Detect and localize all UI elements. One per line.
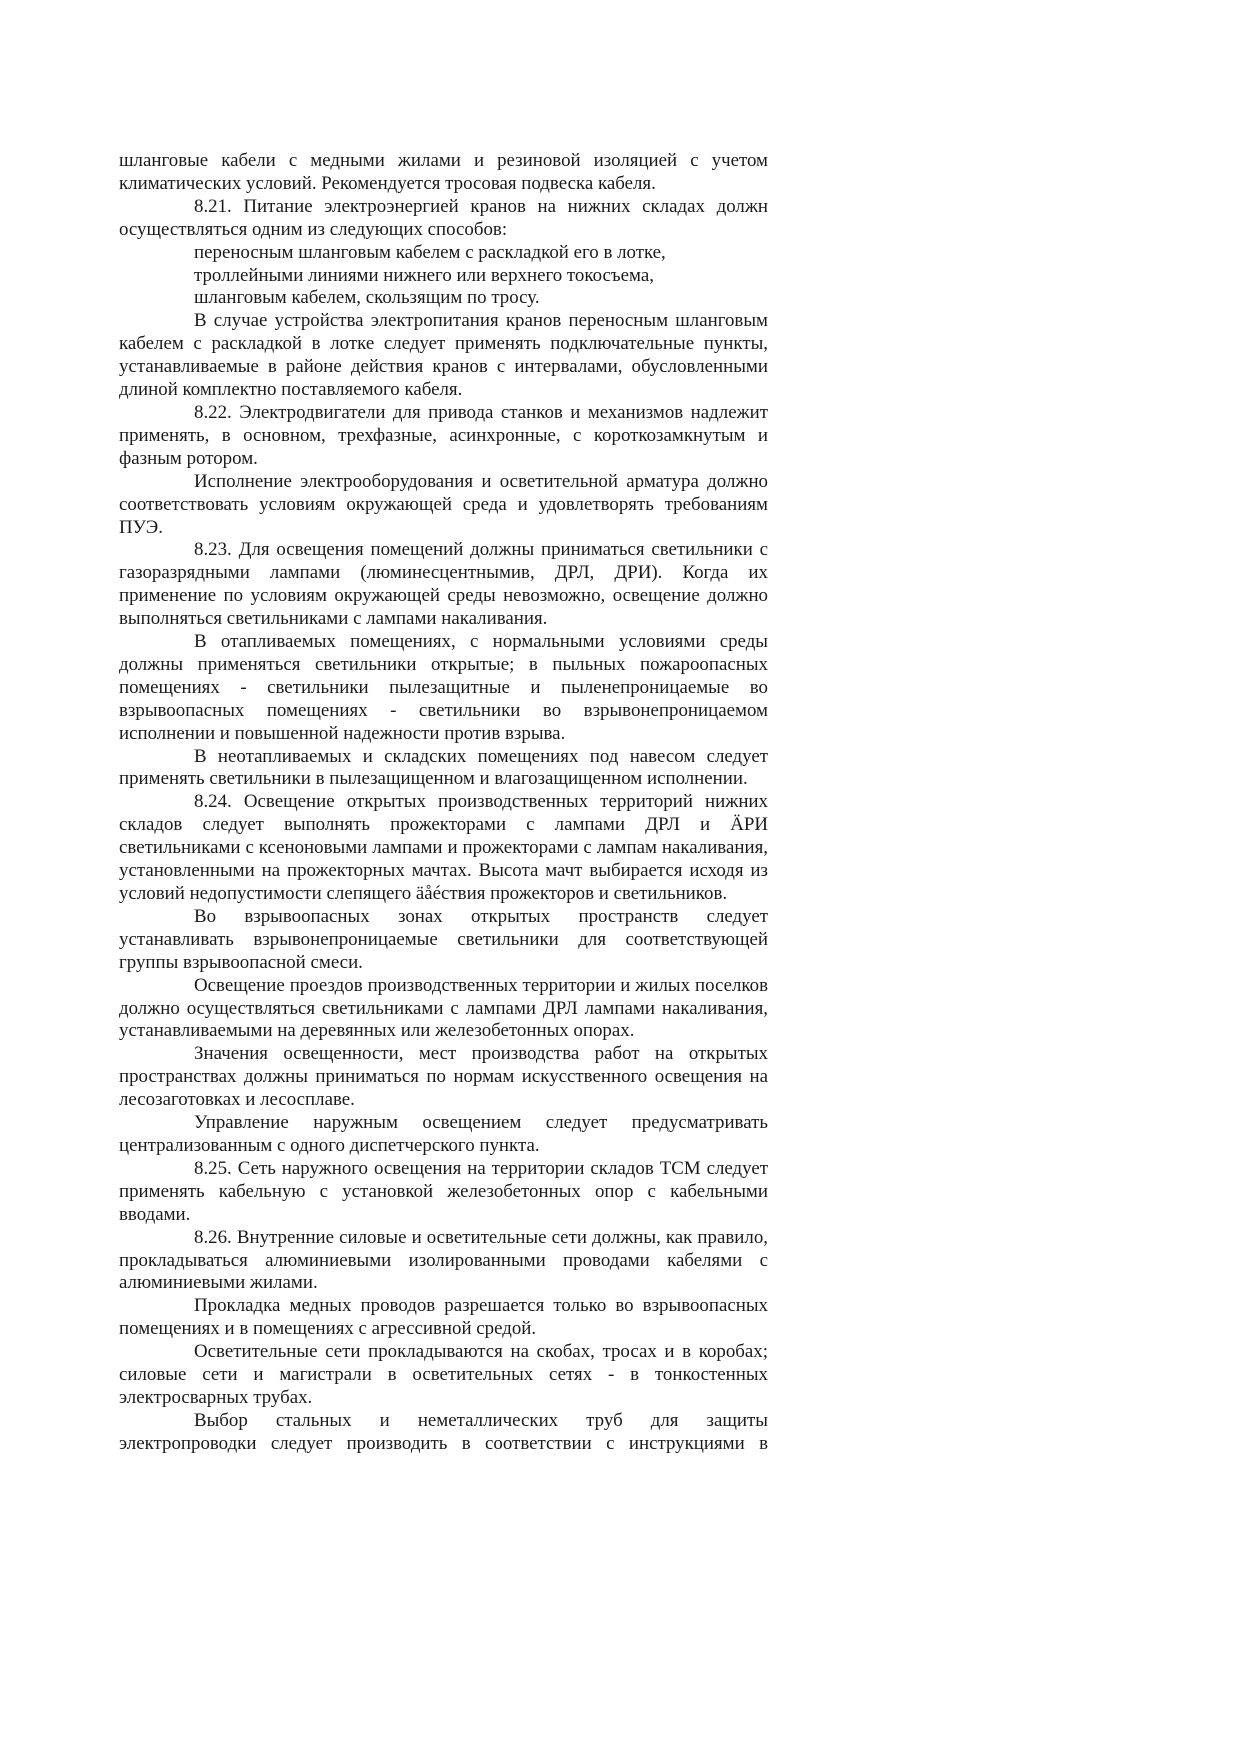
paragraph-crane-power: В случае устройства электропитания кранов переносным шланговым кабелем с раскладкой в лотке следует применять подключательные пункты, устанавливаемые в районе действия кранов с интервалами, обусловленными длиной комплектно поставляемого кабеля. [119, 310, 768, 401]
paragraph-illumination-values: Значения освещенности, мест производства работ на открытых пространствах должны приниматься по нормам искусственного освещения на лесозаготовках и лесосплаве. [119, 1043, 768, 1111]
paragraph-pipe-selection: Выбор стальных и неметаллических труб для защиты электропроводки следует производить в соответствии с инструкциями в [119, 1409, 768, 1454]
paragraph-lighting-networks: Осветительные сети прокладываются на скобах, тросах и в коробах; силовые сети и магистрали в осветительных сетях - в тонкостенных электросварных трубах. [119, 1341, 768, 1408]
paragraph-equipment-design: Исполнение электрооборудования и осветительной арматура должно соответствовать условиям окружающей среда и удовлетворять требованиям ПУЭ. [119, 470, 768, 538]
paragraph-8-21: 8.21. Питание электроэнергией кранов на нижних складах должн осуществляться одним из следующих способов: [119, 195, 768, 240]
paragraph-8-22: 8.22. Электродвигатели для привода станков и механизмов надлежит применять, в основном, трехфазные, асинхронные, с короткозамкнутым и фазным ротором. [119, 401, 768, 469]
paragraph-8-23: 8.23. Для освещения помещений должны приниматься светильники с газоразрядными лампами (люминесцентнымив, ДРЛ, ДРИ). Когда их применение по условиям окружающей среды невозможно, освещение должно выполняться светильниками с лампами накаливания. [119, 539, 768, 630]
paragraph-cable-intro: шланговые кабели с медными жилами и резиновой изоляцией с учетом климатических условий. Рекомендуется тросовая подвеска кабеля. [119, 150, 768, 194]
paragraph-8-25: 8.25. Сеть наружного освещения на территории складов ТСМ следует применять кабельную с установкой железобетонных опор с кабельными вводами. [119, 1157, 768, 1225]
paragraph-lighting-control: Управление наружным освещением следует предусматривать централизованным с одного диспетчерского пункта. [119, 1112, 768, 1156]
paragraph-8-26: 8.26. Внутренние силовые и осветительные сети должны, как правило, прокладываться алюминиевыми изолированными проводами кабелями с алюминиевыми жилами. [119, 1226, 768, 1294]
list-item-hose-cable-rope: шланговым кабелем, скользящим по тросу. [194, 287, 540, 309]
paragraph-heated-rooms: В отапливаемых помещениях, с нормальными условиями среды должны применяться светильники открытые; в пыльных пожароопасных помещениях - светильники пылезащитные и пыленепроницаемые во взрывоопасных помещениях - светильники во взрывонепроницаемом исполнении и повышенной надежности против взрыва. [119, 631, 768, 744]
list-item-trolley-lines: троллейными линиями нижнего или верхнего токосъема, [194, 264, 654, 286]
document-body [119, 150, 768, 1456]
paragraph-8-24: 8.24. Освещение открытых производственных территорий нижних складов следует выполнять прожекторами с лампами ДРЛ и ÄРИ светильниками с ксеноновыми лампами и прожекторами с лампам накаливания, установленными на прожекторных мачтах. Высота мачт выбирается исходя из условий недопустимости слепящего äåéствия прожекторов и светильников. [119, 791, 768, 904]
list-item-portable-cable: переносным шланговым кабелем с раскладкой его в лотке, [194, 241, 666, 263]
paragraph-copper-wiring: Прокладка медных проводов разрешается только во взрывоопасных помещениях и в помещениях с агрессивной средой. [119, 1295, 768, 1340]
paragraph-driveway-lighting: Освещение проездов производственных территории и жилых поселков должно осуществляться светильниками с лампами ДРЛ лампами накаливания, устанавливаемыми на деревянных или железобетонных опорах. [119, 974, 768, 1042]
paragraph-explosive-zones: Во взрывоопасных зонах открытых пространств следует устанавливать взрывонепроницаемые светильники для соответствующей группы взрывоопасной смеси. [119, 905, 768, 973]
paragraph-unheated-rooms: В неотапливаемых и складских помещениях под навесом следует применять светильники в пылезащищенном и влагозащищенном исполнении. [119, 745, 768, 790]
